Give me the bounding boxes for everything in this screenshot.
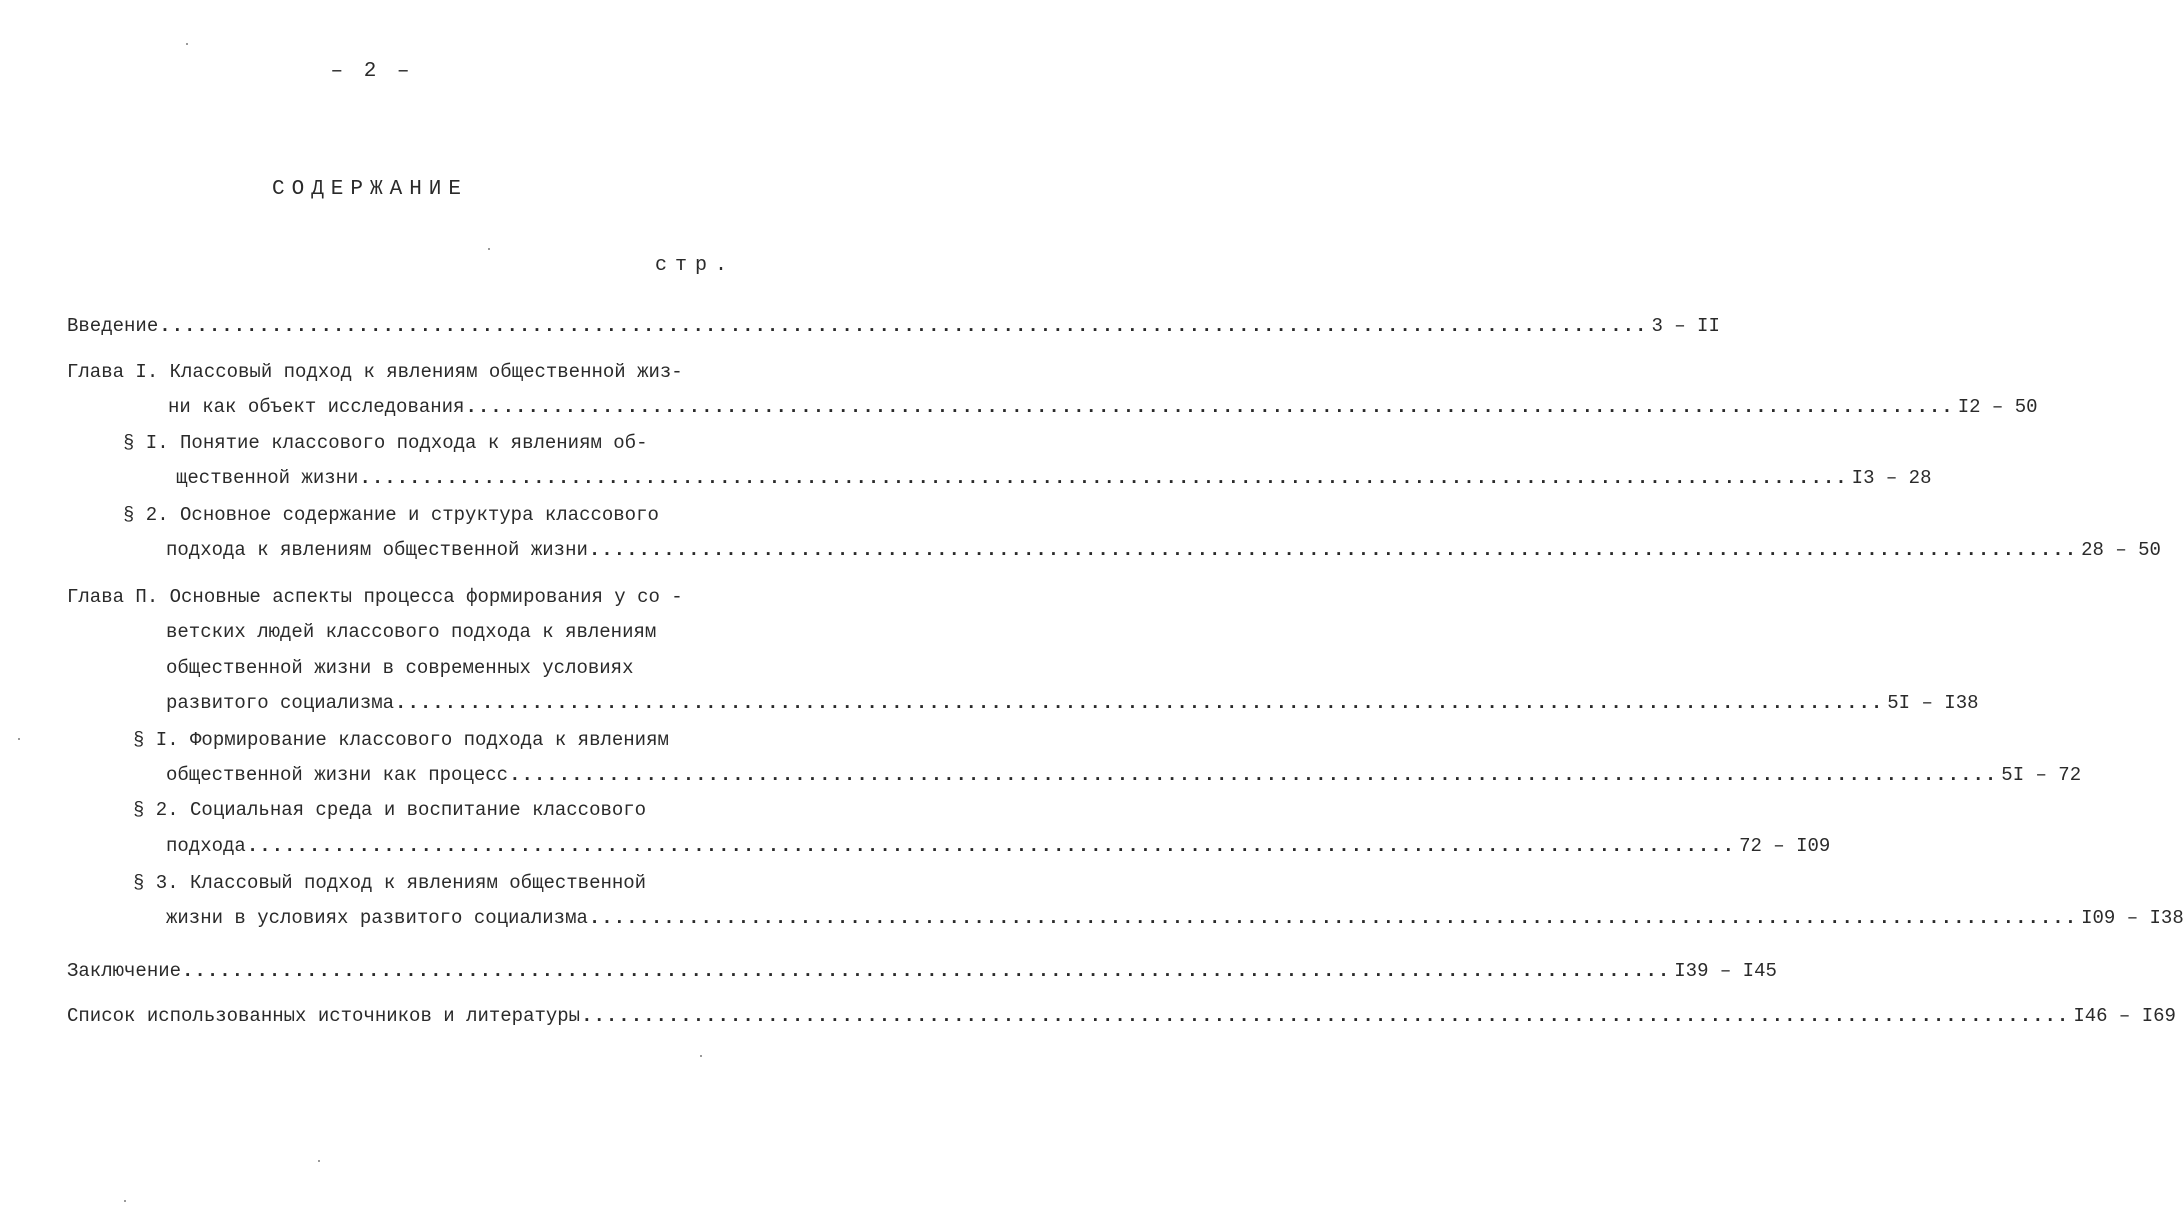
page-number: – 2 –: [330, 60, 414, 83]
toc-chapter2-line3: общественной жизни в современных условиях: [166, 657, 634, 679]
scan-speck: [186, 43, 188, 45]
toc-entry-pages: I2 – 50: [1957, 396, 2038, 418]
toc-entry-title: подхода: [166, 835, 246, 857]
leader-dots: ........................................................................................................................: [182, 960, 1671, 982]
toc-entry-title: развитого социализма: [166, 692, 395, 714]
toc-entry-title: щественной жизни: [176, 467, 359, 489]
toc-chapter2-sec3-line1: § 3. Классовый подход к явлениям общественной: [133, 872, 647, 894]
toc-entry-chapter1-sec2: [166, 538, 2161, 562]
toc-entry-pages: I3 – 28: [1851, 467, 1932, 489]
toc-entry-pages: 5I – 72: [2001, 764, 2082, 786]
scan-speck: [488, 248, 490, 250]
toc-entry-title: Введение: [67, 315, 159, 337]
toc-entry-conclusion: [67, 959, 1777, 983]
toc-entry-pages: I46 – I69: [2073, 1005, 2176, 1027]
scan-speck: [18, 738, 20, 740]
toc-entry-chapter2-sec3: [166, 906, 2184, 930]
toc-chapter2-line1: Глава П. Основные аспекты процесса формирования у со -: [67, 586, 683, 608]
toc-chapter2-line2: ветских людей классового подхода к явлениям: [166, 621, 657, 643]
scan-speck: [700, 1055, 702, 1057]
leader-dots: ........................................................................................................................: [588, 907, 2078, 929]
page-column-heading: стр.: [655, 254, 736, 277]
toc-entry-chapter1: [168, 395, 2038, 419]
leader-dots: ........................................................................................................................: [465, 396, 1954, 418]
toc-entry-pages: I39 – I45: [1674, 960, 1777, 982]
scan-speck: [124, 1200, 126, 1202]
toc-entry-pages: 5I – I38: [1887, 692, 1979, 714]
toc-chapter2-sec1-line1: § I. Формирование классового подхода к явлениям: [133, 729, 669, 751]
toc-entry-pages: I09 – I38: [2081, 907, 2184, 929]
toc-entry-title: Список использованных источников и литературы: [67, 1005, 581, 1027]
toc-entry-title: подхода к явлениям общественной жизни: [166, 539, 588, 561]
toc-entry-pages: 72 – I09: [1739, 835, 1831, 857]
leader-dots: ........................................................................................................................: [159, 315, 1648, 337]
toc-chapter1-sec2-line1: § 2. Основное содержание и структура классового: [123, 504, 659, 526]
toc-entry-chapter2-sec2: [166, 834, 1831, 858]
leader-dots: ........................................................................................................................: [581, 1005, 2070, 1027]
toc-entry-chapter2: [166, 691, 1979, 715]
toc-entry-bibliography: [67, 1004, 2176, 1028]
toc-entry-title: Заключение: [67, 960, 182, 982]
toc-entry-chapter1-sec1: [176, 466, 1932, 490]
toc-entry-pages: 3 – II: [1651, 315, 1720, 337]
toc-chapter1-line1: Глава I. Классовый подход к явлениям общественной жиз-: [67, 361, 683, 383]
toc-entry-title: общественной жизни как процесс: [166, 764, 509, 786]
toc-entry-title: жизни в условиях развитого социализма: [166, 907, 588, 929]
leader-dots: ........................................................................................................................: [509, 764, 1998, 786]
leader-dots: ........................................................................................................................: [246, 835, 1736, 857]
toc-chapter2-sec2-line1: § 2. Социальная среда и воспитание классового: [133, 799, 647, 821]
toc-entry-intro: [67, 314, 1720, 338]
toc-entry-chapter2-sec1: [166, 763, 2082, 787]
document-title: СОДЕРЖАНИЕ: [271, 178, 469, 201]
leader-dots: ........................................................................................................................: [359, 467, 1848, 489]
toc-entry-title: ни как объект исследования: [168, 396, 465, 418]
toc-entry-pages: 28 – 50: [2081, 539, 2161, 561]
toc-chapter1-sec1-line1: § I. Понятие классового подхода к явлениям об-: [123, 432, 648, 454]
scan-speck: [318, 1160, 320, 1162]
leader-dots: ........................................................................................................................: [395, 692, 1884, 714]
leader-dots: ........................................................................................................................: [588, 539, 2078, 561]
